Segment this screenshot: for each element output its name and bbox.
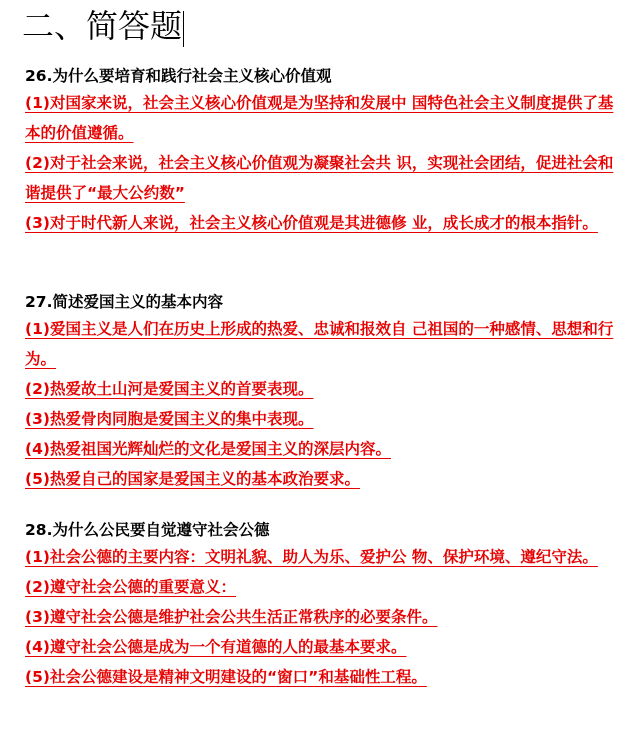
question-title: 28.为什么公民要自觉遵守社会公德 [25,521,270,539]
answer-item [25,148,625,208]
answer-item [25,208,625,238]
answer-item [25,464,625,494]
answer-item [25,374,625,404]
answer-item [25,602,625,632]
answer-text: (3)热爱骨肉同胞是爱国主义的集中表现。 [25,410,314,428]
answer-text: (1)社会公德的主要内容：文明礼貌、助人为乐、爱护公 物、保护环境、遵纪守法。 [25,548,598,566]
answer-item [25,542,625,572]
answer-item [25,632,625,662]
section-heading-text: 二、简答题 [22,7,183,45]
answer-text: (3)遵守社会公德是维护社会公共生活正常秩序的必要条件。 [25,608,438,626]
answer-item [25,572,625,602]
question-title: 27.简述爱国主义的基本内容 [25,293,223,311]
answer-text: (3)对于时代新人来说，社会主义核心价值观是其进德修 业，成长成才的根本指针。 [25,214,598,232]
answer-text: (5)热爱自己的国家是爱国主义的基本政治要求。 [25,470,360,488]
section-heading [22,4,184,48]
question-block-28 [25,518,625,692]
answer-text: (1)对国家来说，社会主义核心价值观是为坚持和发展中 国特色社会主义制度提供了基本的价值遵循。 [25,94,614,142]
answer-item [25,314,625,374]
answer-text: (4)热爱祖国光辉灿烂的文化是爱国主义的深层内容。 [25,440,391,458]
answer-item [25,434,625,464]
answer-item [25,662,625,692]
answer-text: (5)社会公德建设是精神文明建设的“窗口”和基础性工程。 [25,668,427,686]
answer-text: (2)遵守社会公德的重要意义： [25,578,236,596]
question-block-26 [25,64,625,238]
question-block-27 [25,290,625,494]
text-cursor [183,11,184,47]
answer-text: (2)热爱故土山河是爱国主义的首要表现。 [25,380,314,398]
question-title: 26.为什么要培育和践行社会主义核心价值观 [25,67,332,85]
answer-text: (4)遵守社会公德是成为一个有道德的人的最基本要求。 [25,638,407,656]
answer-text: (1)爱国主义是人们在历史上形成的热爱、忠诚和报效自 己祖国的一种感情、思想和行为。 [25,320,614,368]
answer-text: (2)对于社会来说，社会主义核心价值观为凝聚社会共 识，实现社会团结，促进社会和谐提供了“最大公约数” [25,154,614,202]
answer-item [25,88,625,148]
answer-item [25,404,625,434]
